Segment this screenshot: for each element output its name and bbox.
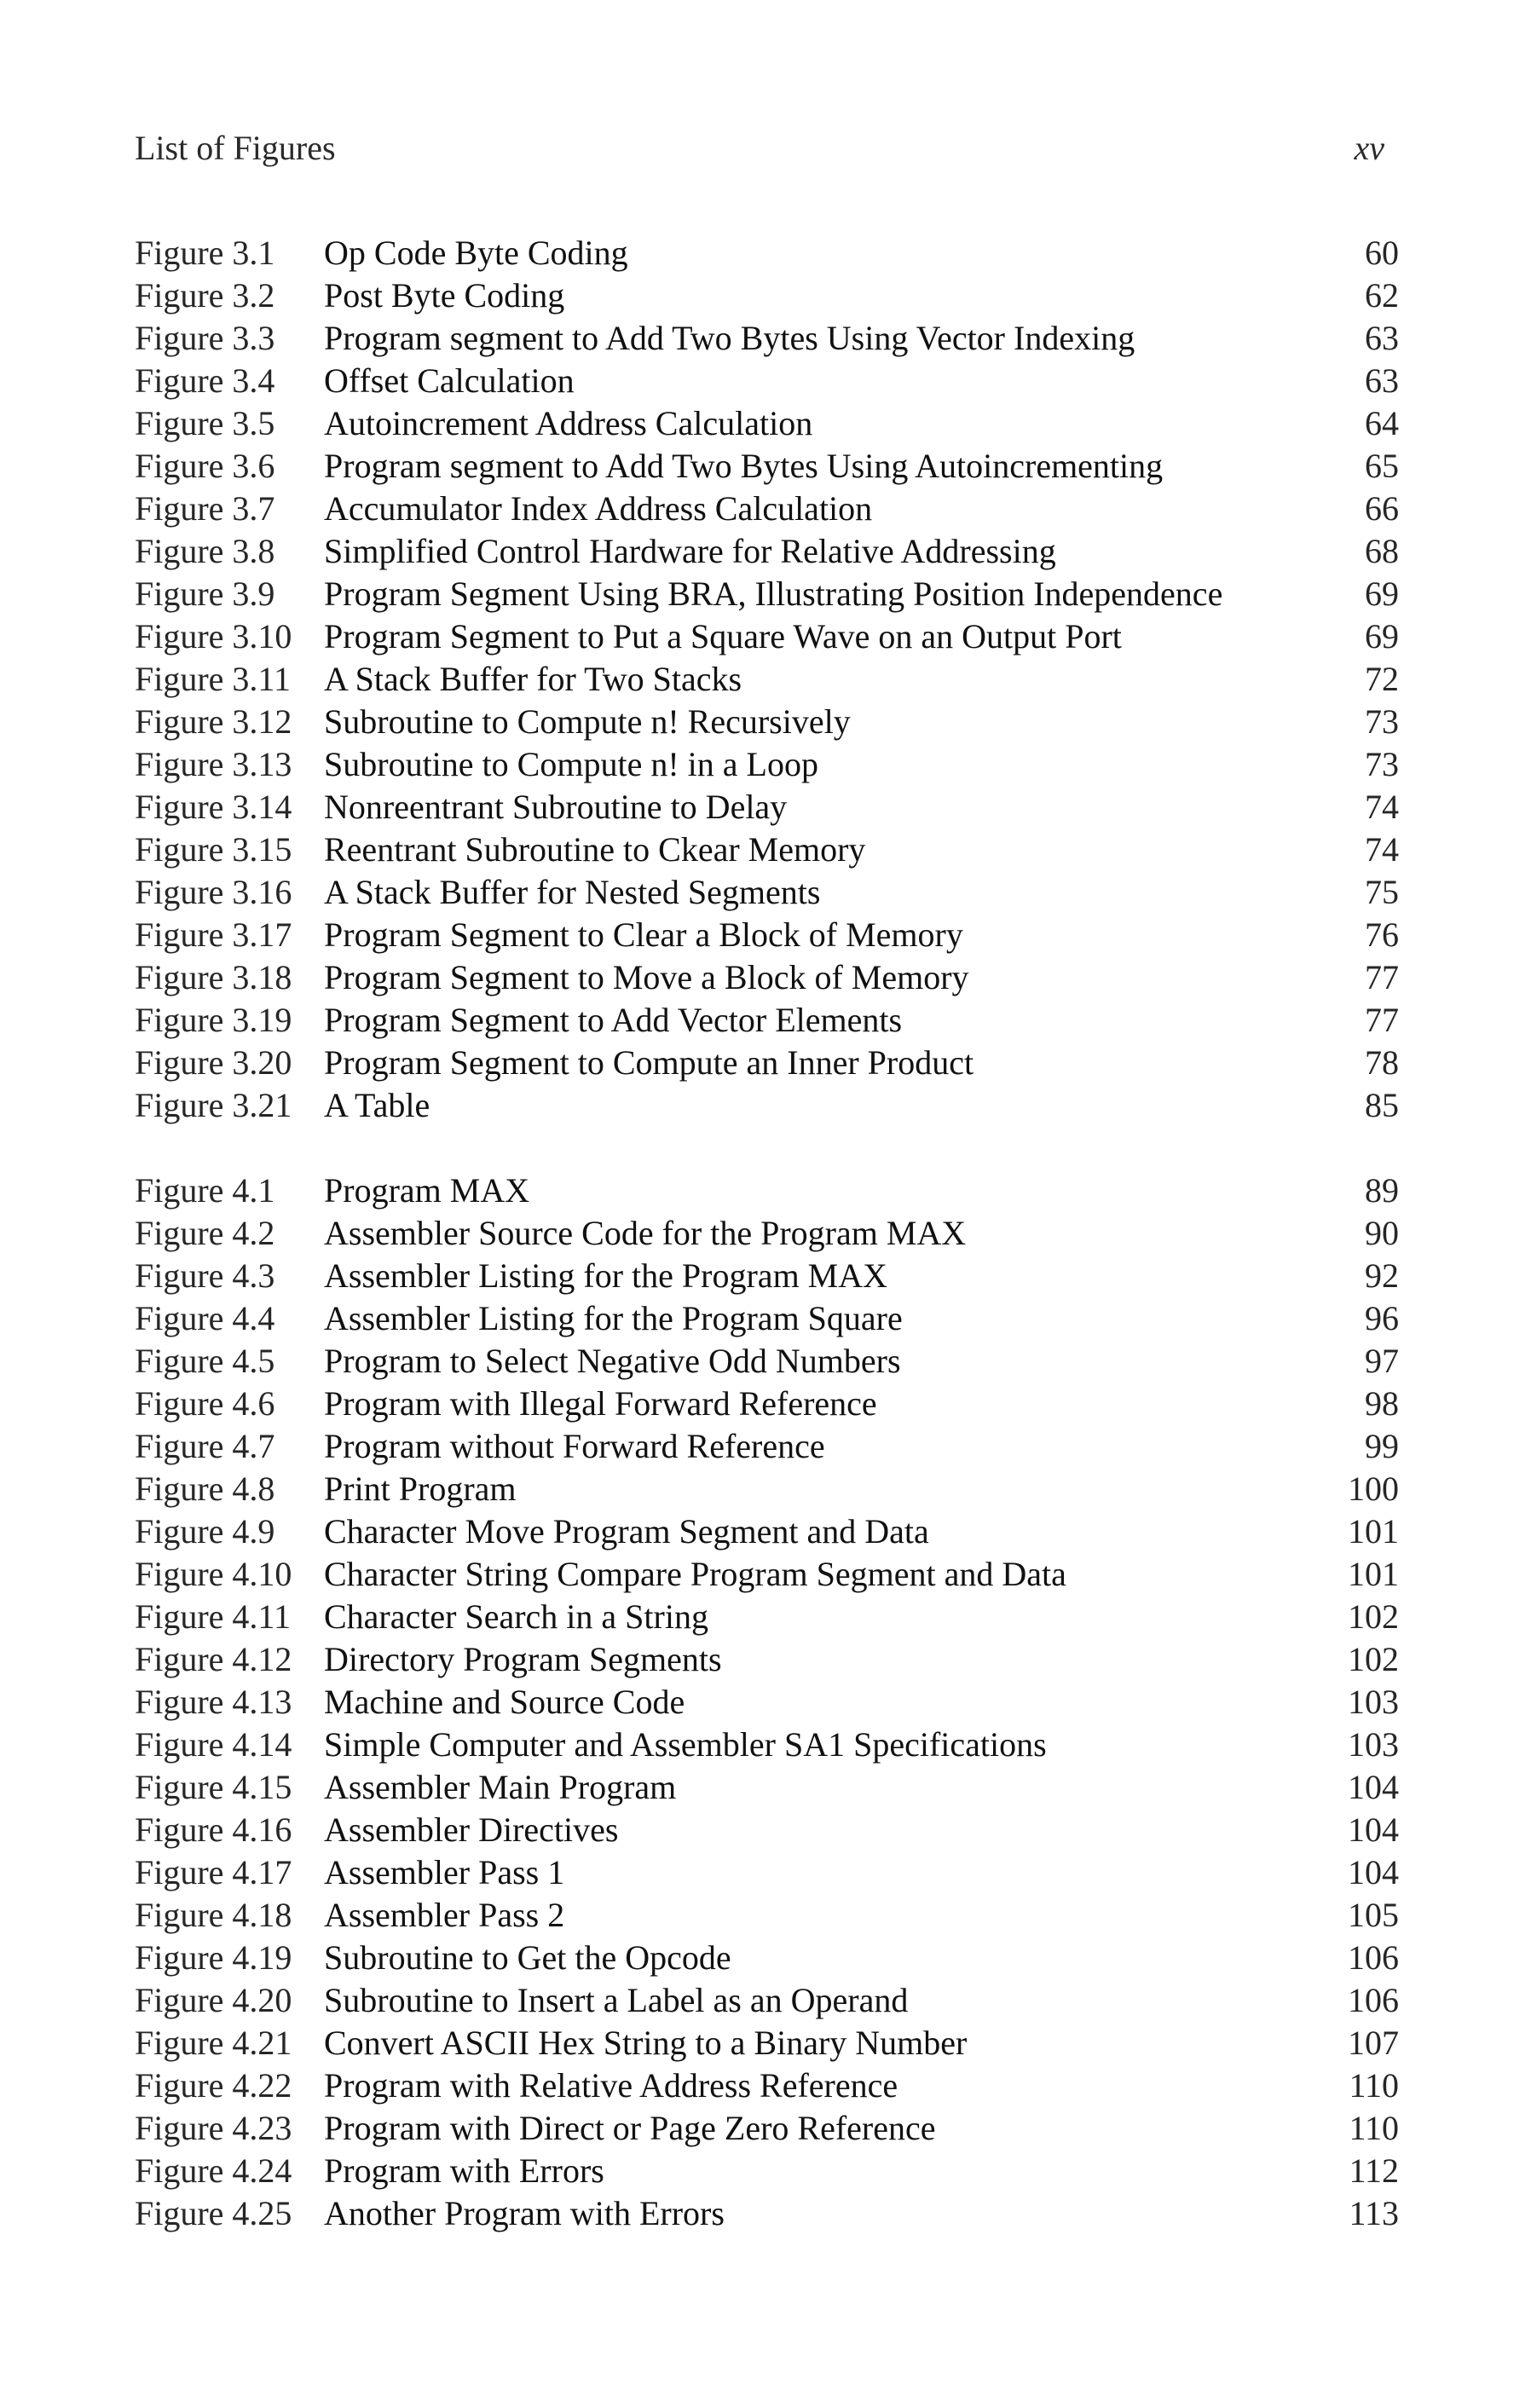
figure-page-number: 77: [1365, 958, 1399, 996]
figure-entry: [135, 488, 1399, 530]
figure-title: Program to Select Negative Odd Numbers: [324, 1342, 901, 1380]
figure-page-number: 62: [1365, 276, 1399, 315]
figure-number: Figure 3.11: [135, 660, 291, 698]
figure-entry: [135, 1681, 1399, 1724]
figure-page-number: 112: [1349, 2151, 1399, 2190]
figure-number: Figure 4.12: [135, 1640, 292, 1678]
figure-title: Print Program: [324, 1470, 517, 1508]
figure-entry: [135, 402, 1399, 445]
figure-number: Figure 4.1: [135, 1171, 275, 1210]
running-head-title: List of Figures: [135, 129, 336, 167]
figure-page-number: 77: [1365, 1001, 1399, 1039]
figure-page-number: 69: [1365, 575, 1399, 613]
figure-entry: [135, 1724, 1399, 1766]
figure-entry: [135, 1383, 1399, 1425]
figure-number: Figure 4.11: [135, 1597, 291, 1636]
figure-entry: [135, 1937, 1399, 1979]
figure-number: Figure 4.6: [135, 1384, 275, 1423]
figure-title: Program MAX: [324, 1171, 530, 1210]
figure-entry: [135, 1979, 1399, 2022]
figure-entry: [135, 530, 1399, 573]
figure-entry: [135, 1468, 1399, 1510]
figure-page-number: 106: [1348, 1938, 1399, 1977]
figure-number: Figure 4.8: [135, 1470, 275, 1508]
figure-title: Program Segment to Clear a Block of Memory: [324, 915, 963, 954]
figure-title: Program Segment Using BRA, Illustrating Position Independence: [324, 575, 1223, 613]
figure-page-number: 101: [1348, 1512, 1399, 1550]
figure-number: Figure 3.10: [135, 617, 292, 655]
figure-page-number: 64: [1365, 404, 1399, 442]
figure-entry: [135, 573, 1399, 615]
figure-title: Post Byte Coding: [324, 276, 565, 315]
figure-number: Figure 3.1: [135, 234, 275, 272]
figure-entry: [135, 2022, 1399, 2064]
figure-number: Figure 3.8: [135, 532, 275, 570]
figure-title: Reentrant Subroutine to Ckear Memory: [324, 830, 866, 869]
figure-title: Another Program with Errors: [324, 2194, 725, 2232]
figure-title: Assembler Pass 2: [324, 1896, 565, 1934]
figure-page-number: 68: [1365, 532, 1399, 570]
figure-entry: [135, 1596, 1399, 1638]
figure-entry: [135, 1425, 1399, 1468]
figure-number: Figure 3.9: [135, 575, 275, 613]
figure-page-number: 63: [1365, 319, 1399, 357]
figure-number: Figure 4.24: [135, 2151, 292, 2190]
figure-number: Figure 4.13: [135, 1683, 292, 1721]
figure-title: Assembler Source Code for the Program MAX: [324, 1214, 967, 1252]
figure-entry: [135, 658, 1399, 701]
figure-number: Figure 4.10: [135, 1555, 292, 1593]
figure-number: Figure 4.20: [135, 1981, 292, 2019]
figure-title: Subroutine to Compute n! Recursively: [324, 702, 851, 741]
figure-title: Program with Illegal Forward Reference: [324, 1384, 877, 1423]
figure-entry: [135, 914, 1399, 956]
figure-title: Simple Computer and Assembler SA1 Specifications: [324, 1725, 1047, 1764]
figure-page-number: 73: [1365, 745, 1399, 783]
figure-number: Figure 3.7: [135, 489, 275, 528]
running-head: [135, 124, 1396, 172]
figure-title: Assembler Main Program: [324, 1768, 677, 1806]
figure-entry: [135, 360, 1399, 402]
figure-entry: [135, 317, 1399, 360]
figure-page-number: 72: [1365, 660, 1399, 698]
figure-page-number: 104: [1348, 1810, 1399, 1849]
figure-number: Figure 3.14: [135, 788, 292, 826]
figure-number: Figure 3.16: [135, 873, 292, 911]
figure-number: Figure 4.2: [135, 1214, 275, 1252]
figure-number: Figure 3.12: [135, 702, 292, 741]
figure-title: Program Segment to Move a Block of Memory: [324, 958, 969, 996]
figure-title: Simplified Control Hardware for Relative Addressing: [324, 532, 1056, 570]
figure-entry: [135, 1809, 1399, 1851]
figure-title: Assembler Listing for the Program Square: [324, 1299, 903, 1337]
figure-number: Figure 3.17: [135, 915, 292, 954]
figure-page-number: 78: [1365, 1043, 1399, 1082]
figure-entry: [135, 1169, 1399, 1212]
figure-number: Figure 4.14: [135, 1725, 292, 1764]
figure-page-number: 102: [1348, 1597, 1399, 1636]
figure-title: Program with Errors: [324, 2151, 604, 2190]
figure-page-number: 110: [1349, 2109, 1399, 2147]
figure-entry: [135, 1297, 1399, 1340]
figure-page-number: 103: [1348, 1683, 1399, 1721]
figure-entry: [135, 232, 1399, 274]
figure-number: Figure 3.21: [135, 1086, 292, 1124]
figure-title: Program segment to Add Two Bytes Using Vector Indexing: [324, 319, 1135, 357]
figure-page-number: 104: [1348, 1768, 1399, 1806]
figure-title: Program with Direct or Page Zero Reference: [324, 2109, 936, 2147]
figure-list-chapter-4: [135, 1169, 1399, 2235]
figure-entry: [135, 1851, 1399, 1894]
figure-entry: [135, 274, 1399, 317]
figure-entry: [135, 701, 1399, 743]
figure-entry: [135, 743, 1399, 786]
figure-number: Figure 4.23: [135, 2109, 292, 2147]
figure-title: Program without Forward Reference: [324, 1427, 825, 1465]
figure-entry: [135, 786, 1399, 829]
figure-number: Figure 3.18: [135, 958, 292, 996]
figure-number: Figure 3.2: [135, 276, 275, 315]
figure-title: Program Segment to Add Vector Elements: [324, 1001, 903, 1039]
figure-title: Subroutine to Get the Opcode: [324, 1938, 731, 1977]
figure-page-number: 110: [1349, 2066, 1399, 2105]
figure-title: A Table: [324, 1086, 430, 1124]
figure-page-number: 105: [1348, 1896, 1399, 1934]
figure-page-number: 74: [1365, 830, 1399, 869]
figure-page-number: 60: [1365, 234, 1399, 272]
figure-title: Convert ASCII Hex String to a Binary Number: [324, 2024, 968, 2062]
figure-entry: [135, 445, 1399, 488]
figure-title: Subroutine to Insert a Label as an Operand: [324, 1981, 909, 2019]
figure-page-number: 73: [1365, 702, 1399, 741]
figure-entry: [135, 1340, 1399, 1383]
figure-entry: [135, 1212, 1399, 1255]
figure-number: Figure 4.19: [135, 1938, 292, 1977]
figure-entry: [135, 2192, 1399, 2235]
figure-number: Figure 3.19: [135, 1001, 292, 1039]
figure-entry: [135, 999, 1399, 1042]
figure-page-number: 107: [1348, 2024, 1399, 2062]
figure-page-number: 106: [1348, 1981, 1399, 2019]
figure-entry: [135, 956, 1399, 999]
figure-number: Figure 4.4: [135, 1299, 275, 1337]
figure-number: Figure 3.13: [135, 745, 292, 783]
figure-title: Program Segment to Put a Square Wave on an Output Port: [324, 617, 1122, 655]
figure-page-number: 63: [1365, 361, 1399, 400]
figure-number: Figure 4.22: [135, 2066, 292, 2105]
figure-title: Program Segment to Compute an Inner Product: [324, 1043, 974, 1082]
figure-page-number: 90: [1365, 1214, 1399, 1252]
figure-title: A Stack Buffer for Nested Segments: [324, 873, 821, 911]
figure-title: Subroutine to Compute n! in a Loop: [324, 745, 818, 783]
figure-number: Figure 4.15: [135, 1768, 292, 1806]
figure-page-number: 96: [1365, 1299, 1399, 1337]
figure-page-number: 65: [1365, 447, 1399, 485]
figure-title: Accumulator Index Address Calculation: [324, 489, 873, 528]
figure-number: Figure 4.3: [135, 1256, 275, 1295]
figure-page-number: 101: [1348, 1555, 1399, 1593]
figure-page-number: 89: [1365, 1171, 1399, 1210]
figure-title: Machine and Source Code: [324, 1683, 685, 1721]
figure-number: Figure 4.21: [135, 2024, 292, 2062]
figure-title: Autoincrement Address Calculation: [324, 404, 813, 442]
figure-entry: [135, 1510, 1399, 1553]
figure-entry: [135, 1894, 1399, 1937]
figure-number: Figure 3.20: [135, 1043, 292, 1082]
figure-entry: [135, 1255, 1399, 1297]
figure-title: Assembler Directives: [324, 1810, 619, 1849]
figure-page-number: 69: [1365, 617, 1399, 655]
figure-list-chapter-3: [135, 232, 1399, 1127]
figure-page-number: 102: [1348, 1640, 1399, 1678]
figure-title: Assembler Pass 1: [324, 1853, 565, 1891]
figure-title: Offset Calculation: [324, 361, 575, 400]
figure-page-number: 99: [1365, 1427, 1399, 1465]
figure-page-number: 85: [1365, 1086, 1399, 1124]
figure-title: Directory Program Segments: [324, 1640, 722, 1678]
figure-page-number: 76: [1365, 915, 1399, 954]
figure-title: Character Move Program Segment and Data: [324, 1512, 929, 1550]
figure-title: Character String Compare Program Segment and Data: [324, 1555, 1066, 1593]
figure-page-number: 113: [1349, 2194, 1399, 2232]
figure-page-number: 75: [1365, 873, 1399, 911]
figure-page-number: 97: [1365, 1342, 1399, 1380]
figure-number: Figure 4.18: [135, 1896, 292, 1934]
figure-title: A Stack Buffer for Two Stacks: [324, 660, 742, 698]
figure-entry: [135, 2107, 1399, 2150]
figure-page-number: 66: [1365, 489, 1399, 528]
figure-entry: [135, 1042, 1399, 1084]
figure-title: Program with Relative Address Reference: [324, 2066, 898, 2105]
figure-page-number: 100: [1348, 1470, 1399, 1508]
figure-number: Figure 3.6: [135, 447, 275, 485]
figure-title: Program segment to Add Two Bytes Using Autoincrementing: [324, 447, 1164, 485]
figure-page-number: 103: [1348, 1725, 1399, 1764]
figure-number: Figure 3.15: [135, 830, 292, 869]
figure-number: Figure 4.17: [135, 1853, 292, 1891]
figure-entry: [135, 615, 1399, 658]
figure-entry: [135, 1766, 1399, 1809]
figure-number: Figure 4.5: [135, 1342, 275, 1380]
figure-page-number: 92: [1365, 1256, 1399, 1295]
figure-entry: [135, 2064, 1399, 2107]
figure-entry: [135, 829, 1399, 871]
figure-page-number: 104: [1348, 1853, 1399, 1891]
figure-number: Figure 3.4: [135, 361, 275, 400]
figure-entry: [135, 1084, 1399, 1127]
figure-number: Figure 4.7: [135, 1427, 275, 1465]
page-number: xv: [1354, 129, 1384, 167]
figure-page-number: 98: [1365, 1384, 1399, 1423]
figure-entry: [135, 1638, 1399, 1681]
figure-title: Character Search in a String: [324, 1597, 708, 1636]
figure-number: Figure 4.16: [135, 1810, 292, 1849]
figure-number: Figure 3.5: [135, 404, 275, 442]
figure-entry: [135, 1553, 1399, 1596]
figure-number: Figure 4.9: [135, 1512, 275, 1550]
figure-entry: [135, 871, 1399, 914]
figure-title: Nonreentrant Subroutine to Delay: [324, 788, 788, 826]
figure-entry: [135, 2150, 1399, 2192]
figure-number: Figure 3.3: [135, 319, 275, 357]
figure-page-number: 74: [1365, 788, 1399, 826]
figure-title: Assembler Listing for the Program MAX: [324, 1256, 888, 1295]
figure-number: Figure 4.25: [135, 2194, 292, 2232]
figure-title: Op Code Byte Coding: [324, 234, 628, 272]
